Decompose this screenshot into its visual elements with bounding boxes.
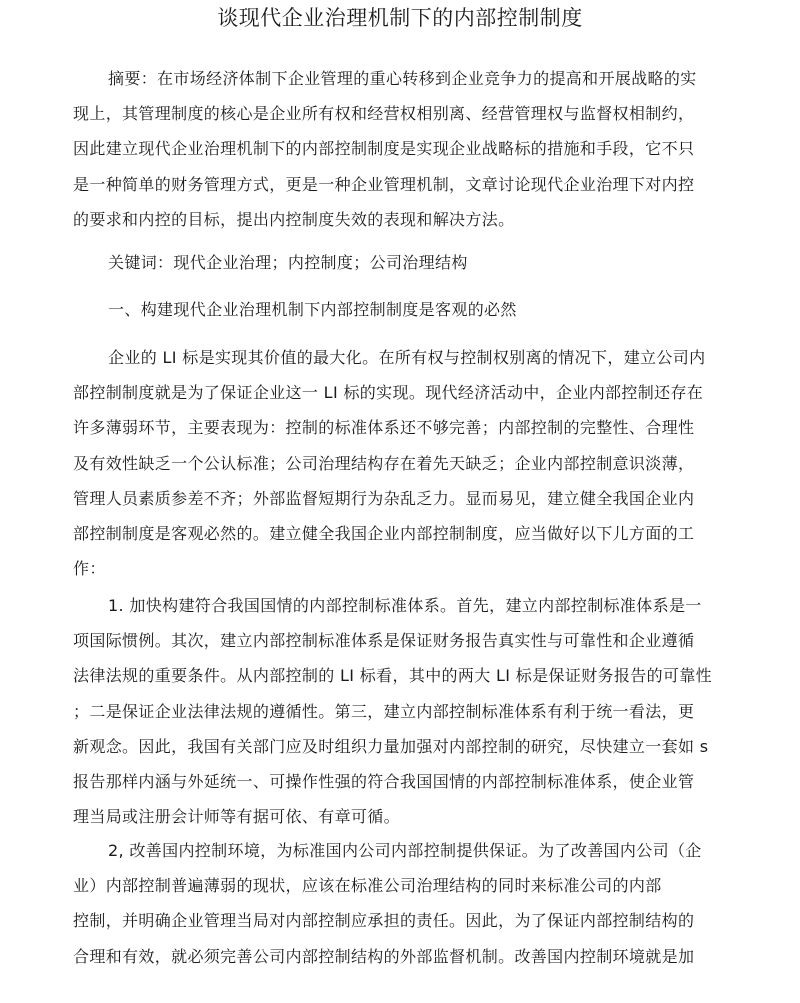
keywords-line: 关键词：现代企业治理；内控制度；公司治理结构 xyxy=(108,253,468,272)
section-1-line: 及有效性缺乏一个公认标准；公司治理结构存在着先天缺乏；企业内部控制意识淡薄， xyxy=(73,453,695,473)
abstract-paragraph xyxy=(73,61,725,237)
section-1-line: 企业的 LI 标是实现其价值的最大化。在所有权与控制权别离的情况下，建立公司内 xyxy=(108,348,706,367)
item-1-line: 法律法规的重要条件。从内部控制的 LI 标看，其中的两大 LI 标是保证财务报告的可靠性 xyxy=(73,666,713,686)
item-2-line: 2, 改善国内控制环境，为标准国内公司内部控制提供保证。为了改善国内公司（企 xyxy=(108,841,702,860)
section-1-line: 部控制制度就是为了保证企业这一 LI 标的实现。现代经济活动中，企业内部控制还存在 xyxy=(73,383,704,403)
item-2-line: 合理和有效，就必须完善公司内部控制结构的外部监督机制。改善国内控制环境就是加 xyxy=(73,946,695,966)
item-1-line: 理当局或注册会计师等有据可依、有章可循。 xyxy=(73,807,401,827)
item-1-line: ；二是保证企业法律法规的遵循性。第三，建立内部控制标准体系有利于统一看法，更 xyxy=(73,701,695,721)
section-1-heading: 一、构建现代企业治理机制下内部控制制度是客观的必然 xyxy=(108,300,517,319)
item-1-line: 1. 加快构建符合我国国情的内部控制标准体系。首先，建立内部控制标准体系是一 xyxy=(108,596,702,615)
abstract-line: 因此建立现代企业治理机制下的内部控制制度是实现企业战略标的措施和手段，它不只 xyxy=(73,139,695,159)
item-2-line: 控制，并明确企业管理当局对内部控制应承担的责任。因此，为了保证内部控制结构的 xyxy=(73,911,695,931)
abstract-line: 是一种简单的财务管理方式，更是一种企业管理机制，文章讨论现代企业治理下对内控 xyxy=(73,174,695,194)
item-1-paragraph xyxy=(73,588,725,834)
abstract-line: 现上，其管理制度的核心是企业所有权和经营权相别离、经营管理权与监督权相制约， xyxy=(73,104,695,124)
item-1-line: 项国际惯例。其次，建立内部控制标准体系是保证财务报告真实性与可靠性和企业遵循 xyxy=(73,631,695,651)
section-1-line: 许多薄弱环节，主要表现为：控制的标准体系还不够完善；内部控制的完整性、合理性 xyxy=(73,418,695,438)
item-1-line: 报告那样内涵与外延统一、可操作性强的符合我国国情的内部控制标准体系，使企业管 xyxy=(73,772,695,792)
abstract-line: 摘要：在市场经济体制下企业管理的重心转移到企业竞争力的提高和开展战略的实 xyxy=(108,69,697,88)
item-2-line: 业）内部控制普遍薄弱的现状，应该在标准公司治理结构的同时来标准公司的内部 xyxy=(73,876,662,896)
document-title: 谈现代企业治理机制下的内部控制制度 xyxy=(217,6,583,30)
section-1-line: 作： xyxy=(73,559,106,579)
item-2-paragraph xyxy=(73,833,725,974)
section-1-line: 部控制制度是客观必然的。建立健全我国企业内部控制制度，应当做好以下儿方面的工 xyxy=(73,524,695,544)
abstract-line: 的要求和内控的目标，提出内控制度失效的表现和解决方法。 xyxy=(73,209,515,229)
section-1-line: 管理人员素质参差不齐；外部监督短期行为杂乱乏力。显而易见，建立健全我国企业内 xyxy=(73,488,695,508)
item-1-line: 新观念。因此，我国有关部门应及时组织力量加强对内部控制的研究，尽快建立一套如 s xyxy=(73,736,709,756)
section-1-paragraph xyxy=(73,340,725,586)
